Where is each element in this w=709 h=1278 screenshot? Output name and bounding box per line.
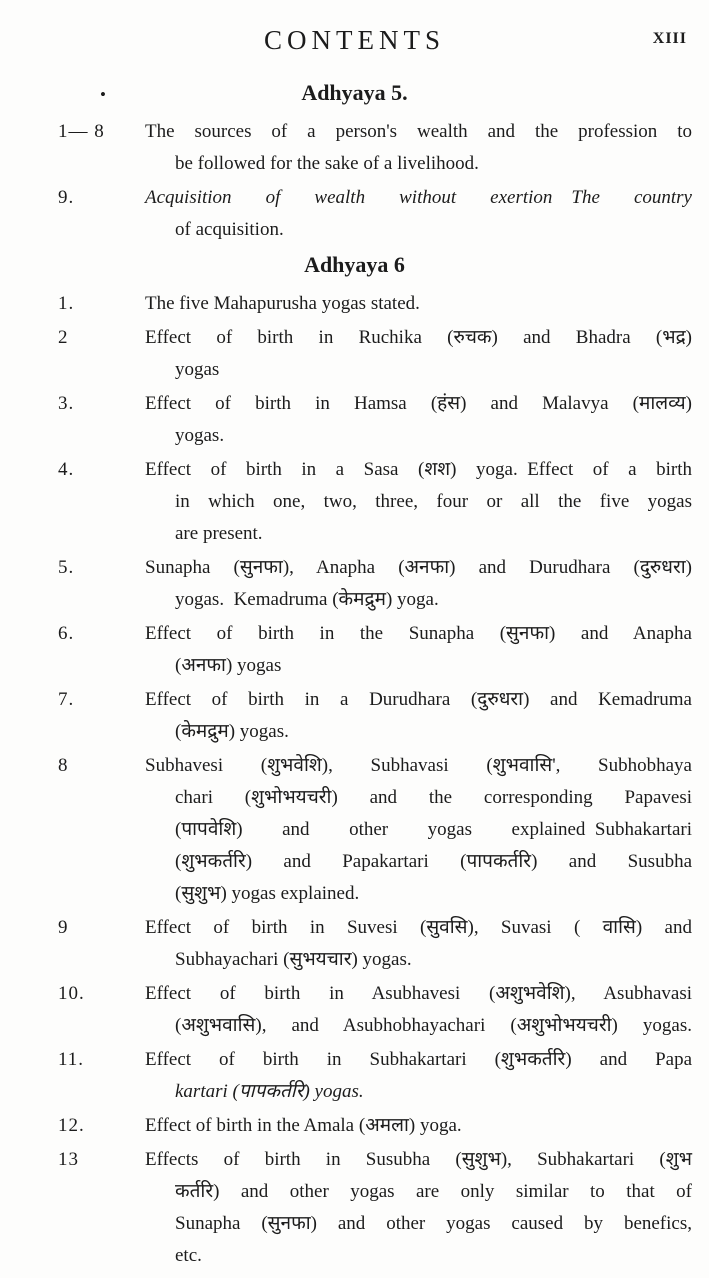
entry-row	[0, 454, 709, 550]
entry-row	[0, 288, 709, 320]
entry-row	[0, 182, 709, 246]
entry-line: Effect of birth in the Amala (अमला) yoga.	[145, 1115, 462, 1136]
entry-text	[145, 288, 709, 320]
page-number: XIII	[652, 30, 687, 47]
entry-text	[145, 912, 709, 976]
entry-line: are present.	[175, 523, 263, 544]
entry-row	[0, 388, 709, 452]
entry-line: Effect of birth in a Sasa (शश) yoga. Effect of a birth	[145, 459, 692, 480]
entry-line: (अशुभवासि), and Asubhobhayachari (अशुभोभयचरी) yogas.	[175, 1015, 692, 1036]
entry-number: 9	[58, 917, 69, 938]
entry-number: 9.	[58, 187, 75, 208]
contents-list	[0, 78, 709, 1272]
entry-number: 8	[58, 755, 69, 776]
entry-row	[0, 1144, 709, 1272]
entry-text	[145, 182, 709, 246]
entry-text	[145, 1110, 709, 1142]
entry-number: 3.	[58, 393, 75, 414]
entry-text	[145, 552, 709, 616]
entry-text	[145, 1044, 709, 1108]
entry-line: yogas	[175, 359, 220, 380]
entry-number: 7.	[58, 689, 75, 710]
entry-line: yogas.	[175, 425, 225, 446]
entry-number: 6.	[58, 623, 75, 644]
entry-text	[145, 322, 709, 386]
entry-text	[145, 618, 709, 682]
entry-row	[0, 978, 709, 1042]
entry-text	[145, 454, 709, 550]
entry-line: Effect of birth in Asubhavesi (अशुभवेशि), Asubhavasi	[145, 983, 692, 1004]
entry-number: 1.	[58, 293, 75, 314]
entry-line: of acquisition.	[175, 219, 284, 240]
entry-line: chari (शुभोभयचरी) and the corresponding Papavesi	[175, 787, 692, 808]
section-heading	[0, 78, 709, 108]
entry-line: (शुभकर्तरि) and Papakartari (पापकर्तरि) and Susubha	[175, 851, 692, 872]
entry-number: 13	[58, 1149, 79, 1170]
entry-text	[145, 116, 709, 180]
entry-number: 5.	[58, 557, 75, 578]
entry-line: The five Mahapurusha yogas stated.	[145, 293, 420, 314]
entry-row	[0, 322, 709, 386]
entry-line: (केमद्रुम) yogas.	[175, 721, 289, 742]
entry-line: कर्तरि) and other yogas are only similar to that of	[175, 1181, 692, 1202]
entry-number: 4.	[58, 459, 75, 480]
entry-number: 10.	[58, 983, 85, 1004]
entry-text	[145, 388, 709, 452]
entry-line: Effect of birth in Ruchika (रुचक) and Bhadra (भद्र)	[145, 327, 692, 348]
entry-text	[145, 684, 709, 748]
entry-line: Effect of birth in a Durudhara (दुरुधरा) and Kemadruma	[145, 689, 692, 710]
entry-row	[0, 116, 709, 180]
entry-row	[0, 552, 709, 616]
entry-number: 2	[58, 327, 69, 348]
entry-line: etc.	[175, 1245, 202, 1266]
entry-line: Acquisition of wealth without exertion The country	[145, 187, 692, 208]
entry-number: 12.	[58, 1115, 85, 1136]
entry-row	[0, 912, 709, 976]
entry-text	[145, 978, 709, 1042]
entry-line: (पापवेशि) and other yogas explained Subhakartari	[175, 819, 692, 840]
entry-line: The sources of a person's wealth and the profession to	[145, 121, 692, 142]
entry-text	[145, 750, 709, 910]
entry-row	[0, 750, 709, 910]
entry-line: (अनफा) yogas	[175, 655, 282, 676]
page-title: CONTENTS	[264, 25, 445, 55]
entry-line: Sunapha (सुनफा) and other yogas caused by benefics,	[175, 1213, 692, 1234]
entry-line: in which one, two, three, four or all the five yogas	[175, 491, 692, 512]
entry-line: Subhayachari (सुभयचार) yogas.	[175, 949, 412, 970]
section-heading-text: Adhyaya 6	[304, 252, 405, 277]
entry-line: Effect of birth in Suvesi (सुवसि), Suvasi ( वासि) and	[145, 917, 692, 938]
entry-line: Effect of birth in the Sunapha (सुनफा) and Anapha	[145, 623, 692, 644]
section-heading-text: Adhyaya 5.	[301, 80, 408, 105]
entry-row	[0, 618, 709, 682]
entry-number: 11.	[58, 1049, 85, 1070]
entry-text	[145, 1144, 709, 1272]
entry-line: kartari (पापकर्तरि) yogas.	[175, 1081, 364, 1102]
entry-row	[0, 1110, 709, 1142]
bullet-marker: •	[100, 85, 106, 104]
entry-row	[0, 1044, 709, 1108]
entry-line: be followed for the sake of a livelihood.	[175, 153, 479, 174]
entry-line: Sunapha (सुनफा), Anapha (अनफा) and Durudhara (दुरुधरा)	[145, 557, 692, 578]
entry-line: Effects of birth in Susubha (सुशुभ), Subhakartari (शुभ	[145, 1149, 692, 1170]
entry-line: yogas. Kemadruma (केमद्रुम) yoga.	[175, 589, 439, 610]
entry-line: (सुशुभ) yogas explained.	[175, 883, 360, 904]
entry-row	[0, 684, 709, 748]
section-heading	[0, 250, 709, 280]
entry-line: Effect of birth in Hamsa (हंस) and Malavya (मालव्य)	[145, 393, 692, 414]
entry-line: Effect of birth in Subhakartari (शुभकर्तरि) and Papa	[145, 1049, 692, 1070]
entry-line: Subhavesi (शुभवेशि), Subhavasi (शुभवासि', Subhobhaya	[145, 755, 692, 776]
entry-number: 1— 8	[58, 121, 105, 142]
